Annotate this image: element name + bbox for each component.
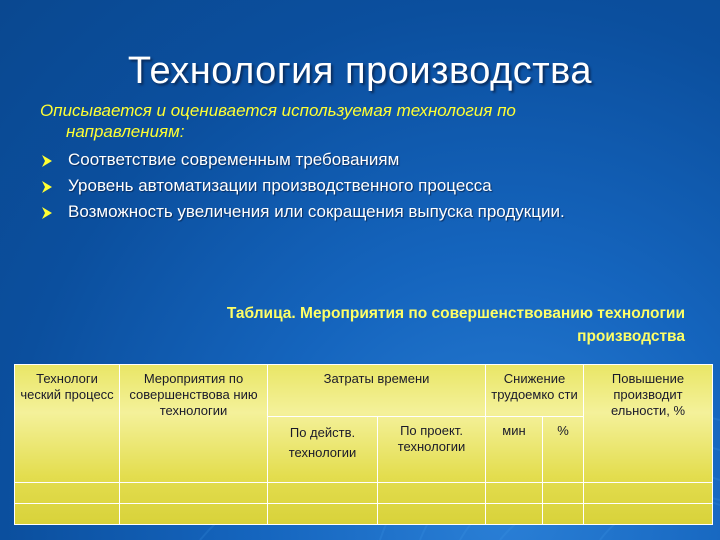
bullet-item [40, 176, 700, 196]
table-cell [268, 483, 378, 504]
table-cell [268, 504, 378, 525]
table-row [15, 504, 713, 525]
subheader-percent: % [543, 417, 584, 483]
table-cell [378, 483, 486, 504]
table-cell [486, 483, 543, 504]
subheader-min: мин [486, 417, 543, 483]
arrow-right-icon [40, 154, 54, 168]
intro-line-2: направлениям: [66, 122, 185, 141]
bullet-item [40, 202, 700, 222]
table-cell [15, 483, 120, 504]
bullet-list [40, 150, 700, 228]
intro-line-1: Описывается и оценивается используемая технология по [40, 101, 516, 120]
subheader-projected-tech: По проект. технологии [378, 417, 486, 483]
table-cell [543, 504, 584, 525]
bullet-text: Соответствие современным требованиям [68, 150, 400, 169]
table-caption [60, 302, 685, 348]
table-caption-line-1: Таблица. Мероприятия по совершенствованию технологии [226, 305, 685, 322]
intro-text [40, 100, 660, 142]
table-cell [584, 504, 713, 525]
table-row [15, 483, 713, 504]
arrow-right-icon [40, 180, 54, 194]
table-cell [584, 483, 713, 504]
table-cell [486, 504, 543, 525]
header-labor-reduction: Снижение трудоемко сти [486, 365, 584, 417]
slide-title: Технология производства [127, 50, 593, 92]
bullet-text: Уровень автоматизации производственного процесса [68, 176, 492, 195]
table-cell [15, 504, 120, 525]
bullet-item [40, 150, 700, 170]
header-tech-process: Технологи ческий процесс [15, 365, 120, 483]
table-caption-line-2: производства [577, 328, 685, 345]
arrow-right-icon [40, 206, 54, 220]
improvement-measures-table [14, 364, 713, 525]
header-time-costs: Затраты времени [268, 365, 486, 417]
table-cell [120, 483, 268, 504]
header-productivity-increase: Повышение производит ельности, % [584, 365, 713, 483]
bullet-text: Возможность увеличения или сокращения выпуска продукции. [68, 202, 565, 221]
table-header-row [15, 365, 713, 417]
header-improvement-measures: Мероприятия по совершенствова нию технологии [120, 365, 268, 483]
table-cell [543, 483, 584, 504]
table-cell [120, 504, 268, 525]
subheader-current-tech: По действ. технологии [268, 417, 378, 483]
table-cell [378, 504, 486, 525]
